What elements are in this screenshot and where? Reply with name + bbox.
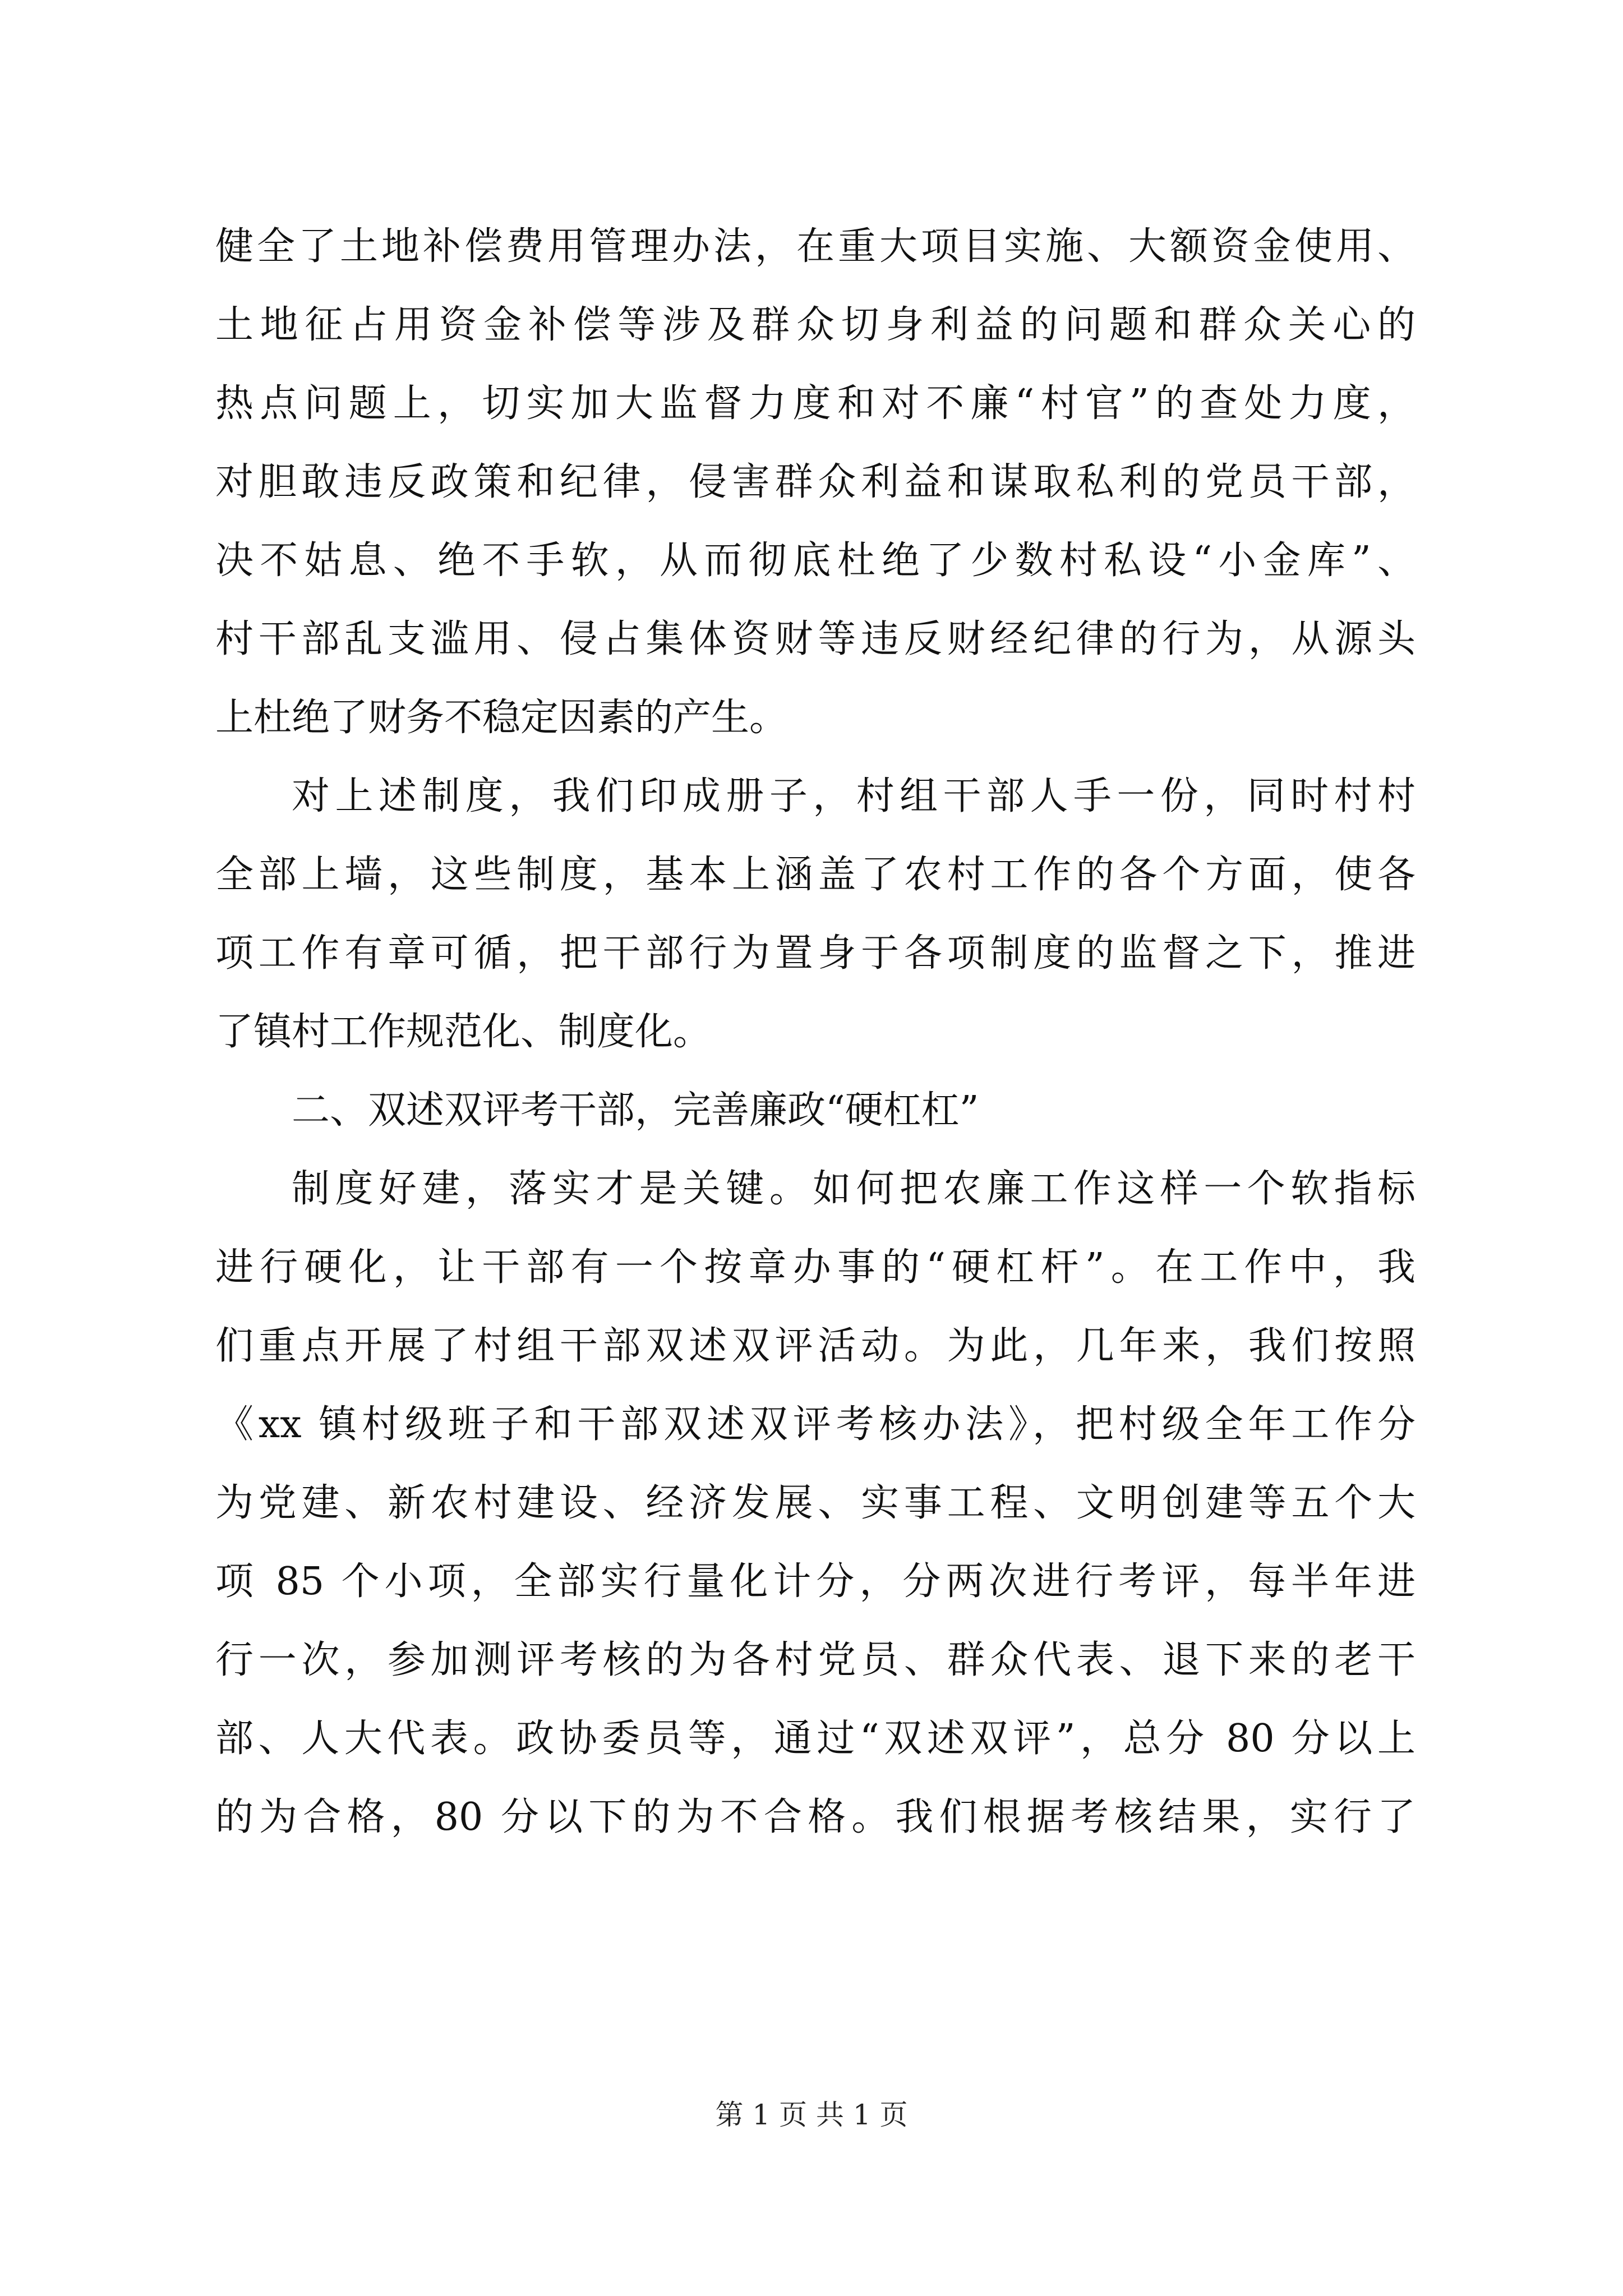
paragraph-line: 行一次，参加测评考核的为各村党员、群众代表、退下来的老干: [215, 1638, 1415, 1682]
paragraph-line: 项 85 个小项，全部实行量化计分，分两次进行考评，每半年进: [215, 1559, 1415, 1604]
paragraph-line: 《xx 镇村级班子和干部双述双评考核办法》，把村级全年工作分: [215, 1402, 1415, 1447]
paragraph-line: 为党建、新农村建设、经济发展、实事工程、文明创建等五个大: [215, 1481, 1415, 1525]
paragraph-line: 热点问题上，切实加大监督力度和对不廉“村官”的查处力度，: [215, 381, 1415, 426]
paragraph-line: 健全了土地补偿费用管理办法，在重大项目实施、大额资金使用、: [215, 224, 1415, 269]
paragraph-line: 了镇村工作规范化、制度化。: [215, 1010, 712, 1054]
document-body: [215, 208, 1415, 1857]
paragraph-line: 对上述制度，我们印成册子，村组干部人手一份，同时村村: [292, 774, 1415, 818]
paragraph-line: 项工作有章可循，把干部行为置身于各项制度的监督之下，推进: [215, 931, 1415, 976]
paragraph-line: 部、人大代表。政协委员等，通过“双述双评”，总分 80 分以上: [215, 1717, 1415, 1761]
paragraph-line: 村干部乱支滥用、侵占集体资财等违反财经纪律的行为，从源头: [215, 617, 1415, 661]
paragraph-line: 制度好建，落实才是关键。如何把农廉工作这样一个软指标: [292, 1167, 1415, 1211]
paragraph-line: 上杜绝了财务不稳定因素的产生。: [215, 696, 788, 740]
paragraph-line: 进行硬化，让干部有一个按章办事的“硬杠杆”。在工作中，我: [215, 1245, 1415, 1290]
section-heading: 二、双述双评考干部，完善廉政“硬杠杠”: [292, 1088, 979, 1133]
paragraph-line: 对胆敢违反政策和纪律，侵害群众利益和谋取私利的党员干部，: [215, 460, 1415, 504]
paragraph-line: 土地征占用资金补偿等涉及群众切身利益的问题和群众关心的: [215, 303, 1415, 347]
paragraph-line: 的为合格，80 分以下的为不合格。我们根据考核结果，实行了: [215, 1795, 1415, 1839]
paragraph-line: 们重点开展了村组干部双述双评活动。为此，几年来，我们按照: [215, 1324, 1415, 1368]
paragraph-line: 全部上墙，这些制度，基本上涵盖了农村工作的各个方面，使各: [215, 853, 1415, 897]
page-number-footer: 第 1 页 共 1 页: [715, 2099, 908, 2131]
paragraph-line: 决不姑息、绝不手软，从而彻底杜绝了少数村私设“小金库”、: [215, 539, 1415, 583]
